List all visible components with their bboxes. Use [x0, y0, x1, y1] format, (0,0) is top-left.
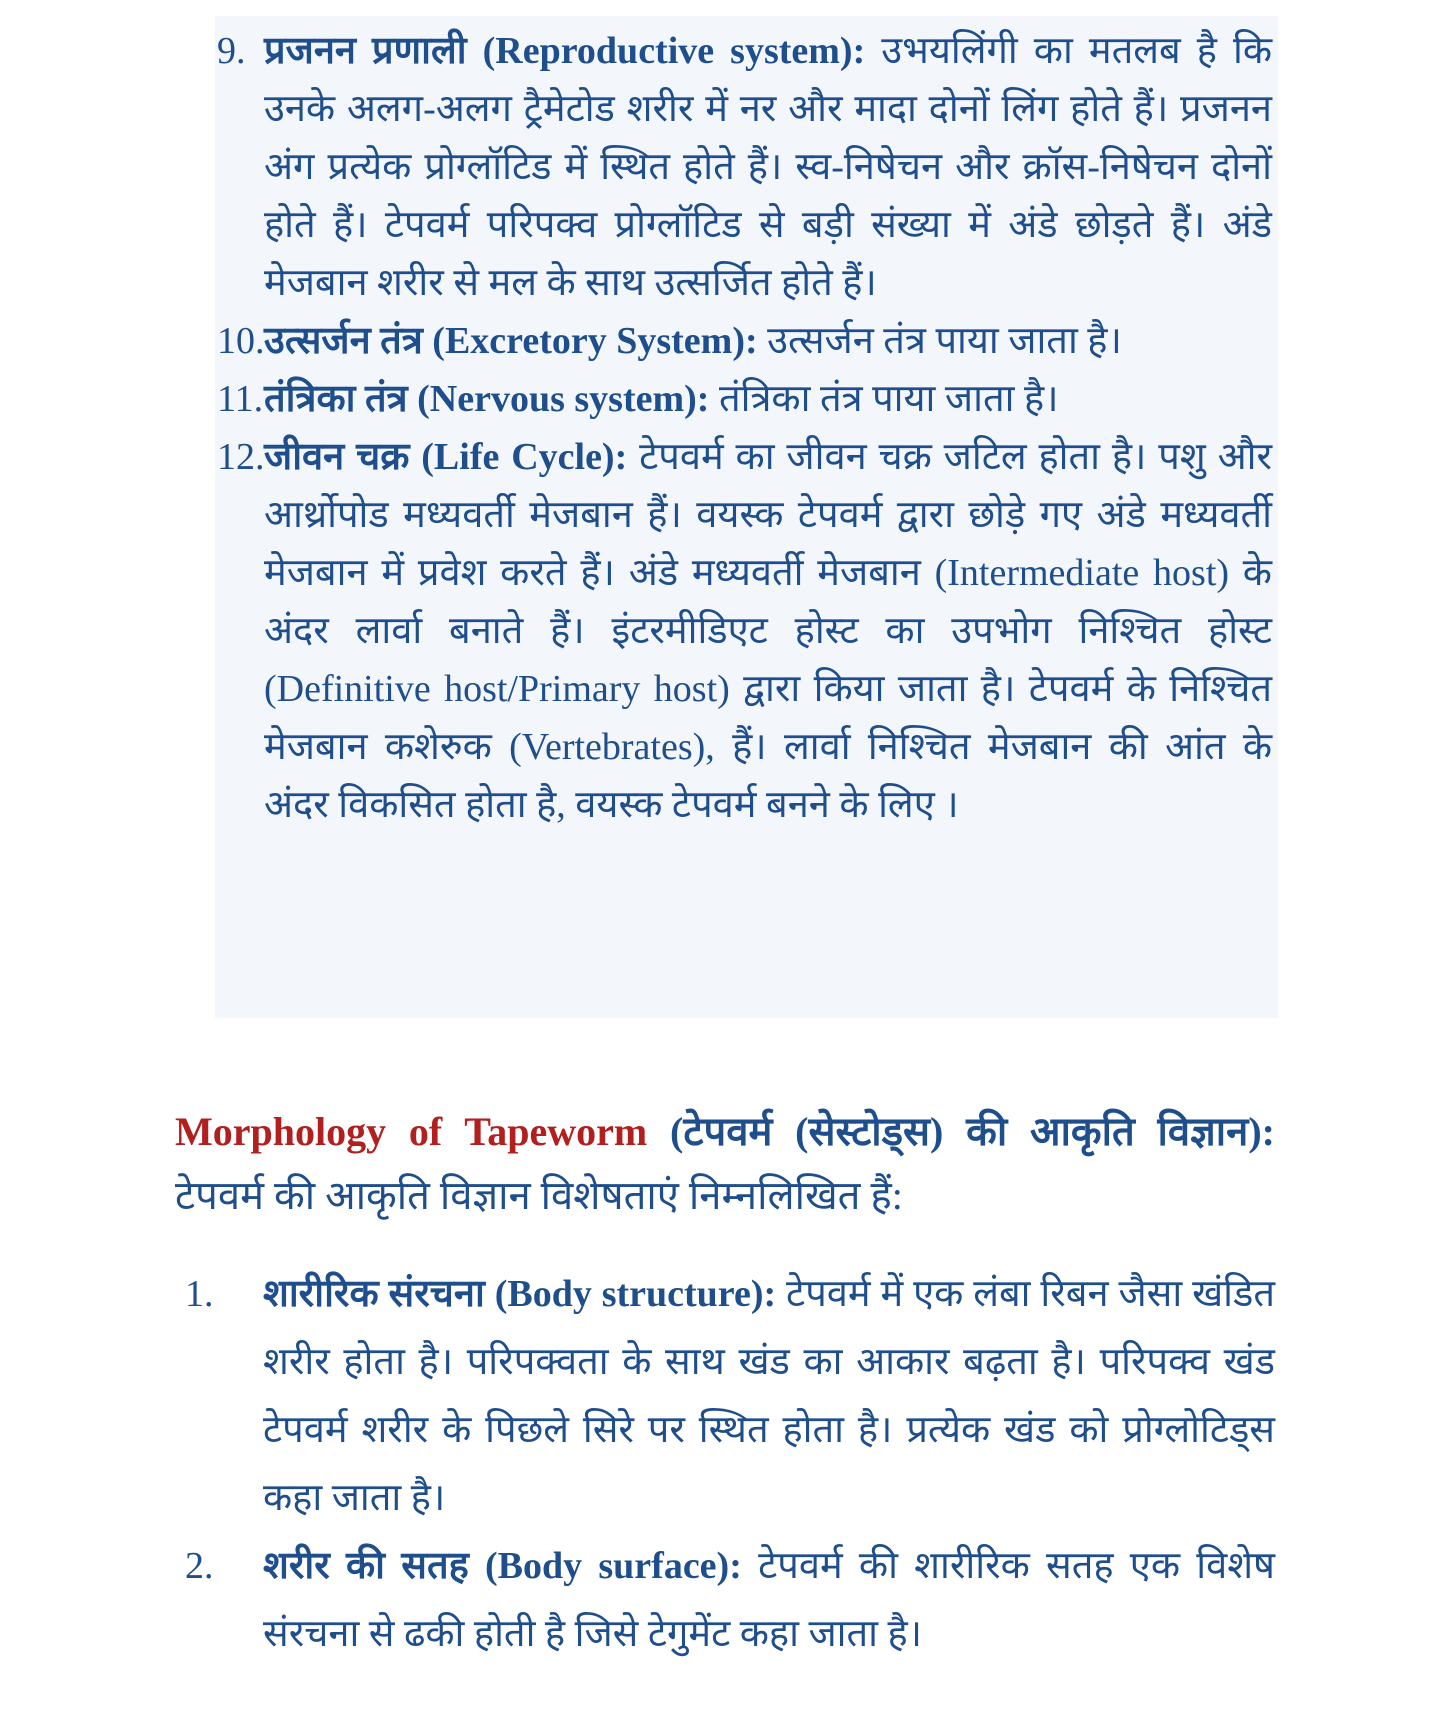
list-number: 12. [217, 436, 265, 478]
continued-list [215, 22, 1278, 834]
list-number: 1. [185, 1273, 214, 1315]
item-text: उत्सर्जन तंत्र पाया जाता है। [757, 320, 1122, 362]
list-item-reproductive-system [215, 22, 1278, 312]
item-term: उत्सर्जन तंत्र (Excretory System): [264, 320, 758, 362]
list-item-body-structure [175, 1260, 1275, 1532]
list-number: 11. [217, 378, 264, 420]
heading-hindi: (टेपवर्म (सेस्टोड्स) की आकृति विज्ञान): [647, 1109, 1275, 1154]
item-term: जीवन चक्र (Life Cycle): [264, 436, 628, 478]
heading-english: Morphology of Tapeworm [175, 1109, 648, 1154]
item-term: तंत्रिका तंत्र (Nervous system): [264, 378, 710, 420]
list-item-body-surface [175, 1532, 1275, 1668]
list-item-life-cycle [215, 428, 1278, 834]
item-text: टेपवर्म में एक लंबा रिबन जैसा खंडित शरीर होता है। परिपक्वता के साथ खंड का आकार बढ़ता है। परिपक्व खंड टेपवर्म शरीर के पिछले सिरे पर स्थित होता है। प्रत्येक खंड को प्रोग्लोटिड्स कहा जाता है। [263, 1273, 1275, 1519]
item-text: टेपवर्म की शारीरिक सतह एक विशेष संरचना से ढकी होती है जिसे टेगुमेंट कहा जाता है। [263, 1545, 1276, 1655]
item-text: टेपवर्म का जीवन चक्र जटिल होता है। पशु और आर्थ्रोपोड मध्यवर्ती मेजबान हैं। वयस्क टेपवर्म द्वारा छोड़े गए अंडे मध्यवर्ती मेजबान में प्रवेश करते हैं। अंडे मध्यवर्ती मेजबान (Intermediate host) के अंदर लार्वा बनाते हैं। इंटरमीडिएट होस्ट का उपभोग निश्चित होस्ट (Definitive host/Primary host) द्वारा किया जाता है। टेपवर्म के निश्चित मेजबान कशेरुक (Vertebrates), हैं। लार्वा निश्चित मेजबान की आंत के अंदर विकसित होता है, वयस्क टेपवर्म बनने के लिए । [264, 436, 1272, 826]
list-number: 2. [185, 1545, 214, 1587]
item-term: शरीर की सतह (Body surface): [263, 1545, 742, 1587]
item-text: उभयलिंगी का मतलब है कि उनके अलग-अलग ट्रैमेटोड शरीर में नर और मादा दोनों लिंग होते हैं। प्रजनन अंग प्रत्येक प्रोग्लॉटिड में स्थित होते हैं। स्व-निषेचन और क्रॉस-निषेचन दोनों होते हैं। टेपवर्म परिपक्व प्रोग्लॉटिड से बड़ी संख्या में अंडे छोड़ते हैं। अंडे मेजबान शरीर से मल के साथ उत्सर्जित होते हैं। [264, 30, 1273, 304]
heading-description: टेपवर्म की आकृति विज्ञान विशेषताएं निम्नलिखित हैं: [175, 1173, 903, 1218]
list-number: 9. [217, 30, 246, 72]
morphology-list [175, 1260, 1275, 1668]
list-item-nervous-system [215, 370, 1278, 428]
item-term: शारीरिक संरचना (Body structure): [263, 1273, 777, 1315]
list-item-excretory-system [215, 312, 1278, 370]
item-text: तंत्रिका तंत्र पाया जाता है। [709, 378, 1059, 420]
item-term: प्रजनन प्रणाली (Reproductive system): [264, 30, 866, 72]
list-number: 10. [217, 320, 265, 362]
morphology-heading [175, 1100, 1275, 1228]
